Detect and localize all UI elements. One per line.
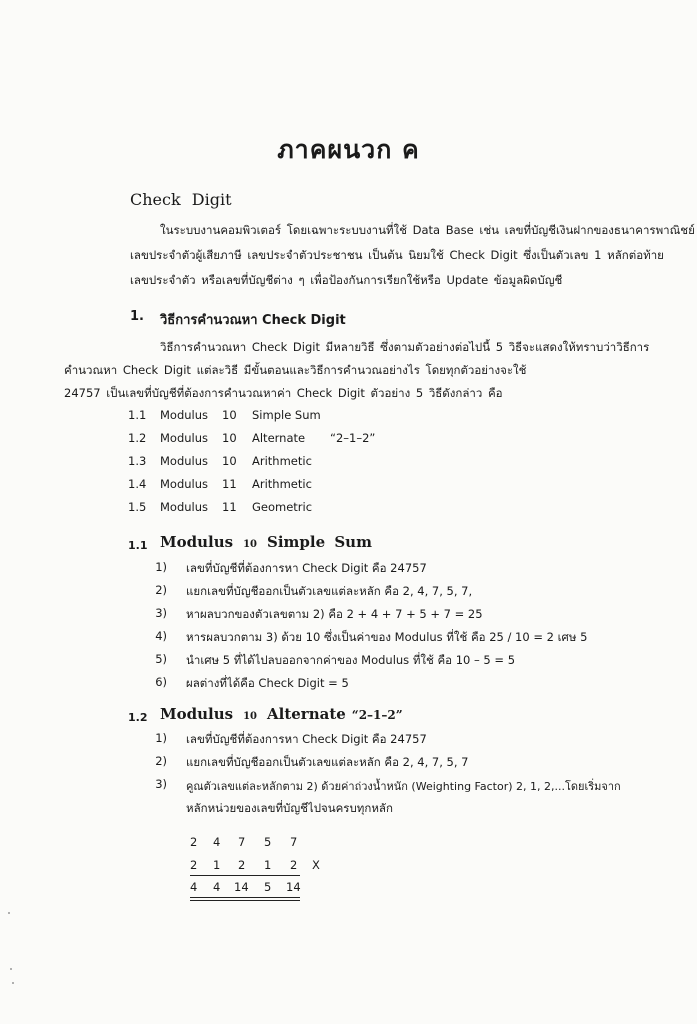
step-number: 6)	[155, 675, 167, 689]
method-para-line-3: 24757 เป็นเลขที่บัญชีที่ต้องการคำนวณหาค่า Check Digit ตัวอย่าง 5 วิธีดังกล่าว คือ	[64, 386, 503, 400]
step-text: หาผลบวกของตัวเลขตาม 2) คือ 2 + 4 + 7 + 5 + 7 = 25	[186, 607, 483, 621]
product-cell: 5	[264, 880, 272, 894]
product-cell: 14	[234, 880, 249, 894]
weight-cell: 2	[238, 858, 246, 872]
step-text: แยกเลขที่บัญชีออกเป็นตัวเลขแต่ละหลัก คือ 2, 4, 7, 5, 7,	[186, 584, 473, 598]
method-modulus: Modulus	[160, 431, 209, 445]
step-text: ผลต่างที่ได้คือ Check Digit = 5	[186, 676, 349, 690]
step-text-continued: หลักหน่วยของเลขที่บัญชีไปจนครบทุกหลัก	[186, 801, 393, 815]
method-value: 11	[222, 477, 237, 491]
multiply-operator: X	[312, 858, 320, 872]
digit-cell: 2	[190, 835, 198, 849]
method-number: 1.4	[128, 477, 147, 491]
subsection-1-1-title	[160, 533, 372, 551]
step-number: 2)	[155, 754, 167, 768]
method-value: 10	[222, 431, 237, 445]
scan-speck	[12, 982, 14, 984]
method-modulus: Modulus	[160, 477, 209, 491]
digit-cell: 4	[213, 835, 221, 849]
step-number: 2)	[155, 583, 167, 597]
method-type: Arithmetic	[252, 454, 312, 468]
double-underline-top	[190, 897, 300, 898]
step-text: นำเศษ 5 ที่ได้ไปลบออกจากค่าของ Modulus ที่ใช้ คือ 10 – 5 = 5	[186, 653, 516, 667]
method-modulus: Modulus	[160, 500, 209, 514]
intro-line-2: เลขประจำตัวผู้เสียภาษี เลขประจำตัวประชาชน เป็นต้น นิยมใช้ Check Digit ซึ่งเป็นตัวเลข 1 หลักต่อท้าย	[130, 248, 664, 262]
double-underline-bottom	[190, 900, 300, 901]
product-cell: 14	[286, 880, 301, 894]
step-number: 3)	[155, 777, 167, 791]
weight-cell: 1	[264, 858, 272, 872]
step-number: 1)	[155, 560, 167, 574]
step-text: คูณตัวเลขแต่ละหลักตาม 2) ด้วยค่าถ่วงน้ำหนัก (Weighting Factor) 2, 1, 2,...โดยเริ่มจาก	[186, 780, 621, 793]
method-para-line-2: คำนวณหา Check Digit แต่ละวิธี มีขั้นตอนและวิธีการคำนวณอย่างไร โดยทุกตัวอย่างจะใช้	[64, 363, 527, 377]
step-text: เลขที่บัญชีที่ต้องการหา Check Digit คือ 24757	[186, 561, 427, 575]
subsection-extra: “2–1–2”	[351, 708, 403, 722]
subsection-1-1-number: 1.1	[128, 539, 148, 552]
heading-1-text: วิธีการคำนวณหา Check Digit	[160, 313, 346, 328]
subsection-1-2-title	[160, 705, 403, 723]
step-number: 5)	[155, 652, 167, 666]
heading-1-number: 1.	[130, 309, 144, 324]
subsection-modulus: Modulus	[160, 705, 234, 723]
product-cell: 4	[213, 880, 221, 894]
method-modulus: Modulus	[160, 454, 209, 468]
step-text: เลขที่บัญชีที่ต้องการหา Check Digit คือ 24757	[186, 732, 427, 746]
method-number: 1.3	[128, 454, 147, 468]
subsection-value: 10	[243, 711, 257, 722]
subsection-1-2-number: 1.2	[128, 711, 148, 724]
step-text: หารผลบวกตาม 3) ด้วย 10 ซึ่งเป็นค่าของ Modulus ที่ใช้ คือ 25 / 10 = 2 เศษ 5	[186, 630, 588, 644]
digit-cell: 7	[238, 835, 246, 849]
scan-speck	[10, 968, 12, 970]
subsection-type: Simple Sum	[266, 533, 372, 551]
method-value: 11	[222, 500, 237, 514]
method-type: Arithmetic	[252, 477, 312, 491]
weight-cell: 1	[213, 858, 221, 872]
intro-line-1: ในระบบงานคอมพิวเตอร์ โดยเฉพาะระบบงานที่ใช้ Data Base เช่น เลขที่บัญชีเงินฝากของธนาคารพาณิชย์	[160, 223, 695, 237]
method-modulus: Modulus	[160, 408, 209, 422]
digit-cell: 7	[290, 835, 298, 849]
method-value: 10	[222, 408, 237, 422]
step-number: 3)	[155, 606, 167, 620]
scan-speck	[8, 912, 10, 914]
product-cell: 4	[190, 880, 198, 894]
method-extra: “2–1–2”	[330, 431, 376, 445]
weight-cell: 2	[290, 858, 298, 872]
step-text: แยกเลขที่บัญชีออกเป็นตัวเลขแต่ละหลัก คือ 2, 4, 7, 5, 7	[186, 755, 469, 769]
weight-cell: 2	[190, 858, 198, 872]
section-heading: Check Digit	[130, 190, 232, 209]
subsection-modulus: Modulus	[160, 533, 234, 551]
method-type: Simple Sum	[252, 408, 321, 422]
step-number: 4)	[155, 629, 167, 643]
intro-line-3: เลขประจำตัว หรือเลขที่บัญชีต่าง ๆ เพื่อป้องกันการเรียกใช้หรือ Update ข้อมูลผิดบัญชี	[130, 273, 563, 287]
method-value: 10	[222, 454, 237, 468]
method-number: 1.5	[128, 500, 147, 514]
method-para-line-1: วิธีการคำนวณหา Check Digit มีหลายวิธี ซึ่งตามตัวอย่างต่อไปนี้ 5 วิธีจะแสดงให้ทราบว่าวิธีการ	[160, 340, 650, 354]
step-number: 1)	[155, 731, 167, 745]
method-number: 1.1	[128, 408, 147, 422]
method-type: Geometric	[252, 500, 313, 514]
digit-cell: 5	[264, 835, 272, 849]
divider-line	[190, 875, 300, 876]
page-title: ภาคผนวก ค	[277, 135, 420, 164]
subsection-value: 10	[243, 539, 257, 550]
subsection-type: Alternate	[266, 705, 346, 723]
method-type: Alternate	[252, 431, 306, 445]
method-number: 1.2	[128, 431, 147, 445]
